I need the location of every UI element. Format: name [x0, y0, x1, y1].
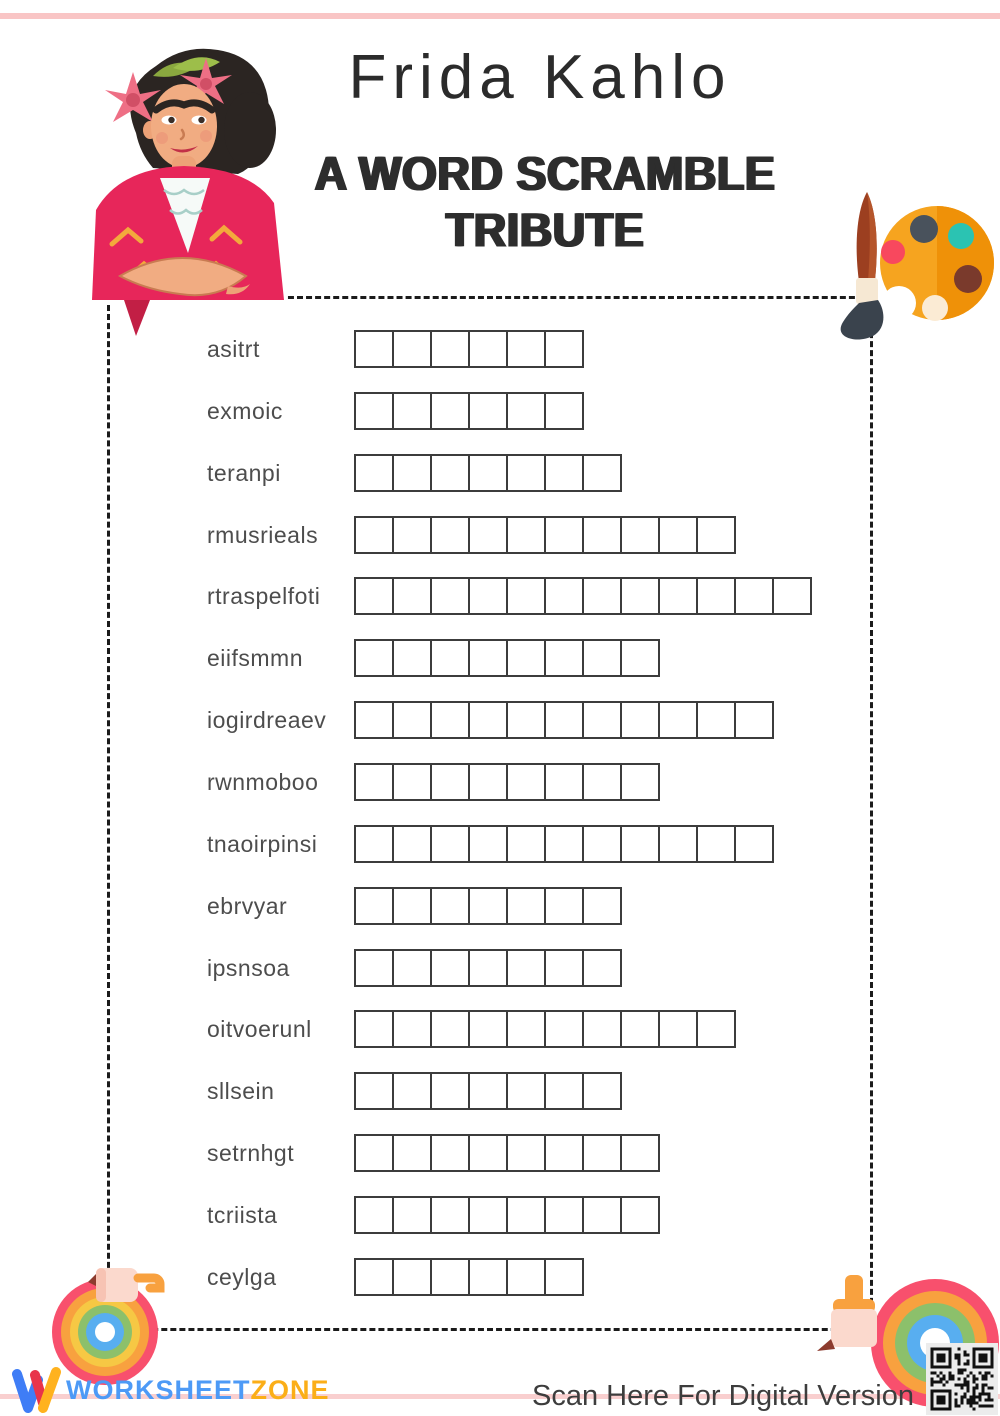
- letter-box[interactable]: [506, 516, 546, 554]
- scrambled-word-label: sllsein: [207, 1078, 275, 1105]
- word-row: [107, 1072, 873, 1110]
- letter-box[interactable]: [468, 577, 508, 615]
- letter-box[interactable]: [392, 454, 432, 492]
- letter-box[interactable]: [430, 454, 470, 492]
- letter-box[interactable]: [468, 1258, 508, 1296]
- letter-box[interactable]: [468, 1196, 508, 1234]
- letter-box[interactable]: [582, 763, 622, 801]
- letter-box[interactable]: [354, 1258, 394, 1296]
- letter-box[interactable]: [658, 516, 698, 554]
- scrambled-word-label: iogirdreaev: [207, 707, 327, 734]
- letter-box[interactable]: [468, 1134, 508, 1172]
- letter-box[interactable]: [430, 825, 470, 863]
- letter-box[interactable]: [620, 1196, 660, 1234]
- letter-box[interactable]: [582, 639, 622, 677]
- letter-box[interactable]: [468, 701, 508, 739]
- letter-box[interactable]: [430, 577, 470, 615]
- letter-box[interactable]: [430, 1196, 470, 1234]
- top-accent-bar: [0, 13, 1000, 19]
- letter-box[interactable]: [354, 887, 394, 925]
- letter-box[interactable]: [392, 1010, 432, 1048]
- letter-box[interactable]: [544, 392, 584, 430]
- letter-box[interactable]: [620, 1134, 660, 1172]
- word-row: [107, 825, 873, 863]
- letter-box[interactable]: [430, 1072, 470, 1110]
- letter-box[interactable]: [506, 763, 546, 801]
- letter-box[interactable]: [354, 330, 394, 368]
- letter-box[interactable]: [696, 701, 736, 739]
- letter-box[interactable]: [582, 1134, 622, 1172]
- letter-box[interactable]: [582, 577, 622, 615]
- letter-boxes: [354, 1072, 622, 1110]
- letter-boxes: [354, 516, 736, 554]
- letter-box[interactable]: [354, 577, 394, 615]
- letter-box[interactable]: [392, 1072, 432, 1110]
- letter-box[interactable]: [544, 1010, 584, 1048]
- letter-boxes: [354, 763, 660, 801]
- letter-box[interactable]: [544, 1072, 584, 1110]
- letter-box[interactable]: [354, 763, 394, 801]
- letter-box[interactable]: [734, 701, 774, 739]
- letter-box[interactable]: [506, 1258, 546, 1296]
- letter-box[interactable]: [620, 516, 660, 554]
- word-row: [107, 516, 873, 554]
- letter-box[interactable]: [620, 1010, 660, 1048]
- letter-box[interactable]: [620, 639, 660, 677]
- word-row: [107, 949, 873, 987]
- page-subtitle: A WORD SCRAMBLE TRIBUTE: [314, 145, 776, 258]
- letter-boxes: [354, 454, 622, 492]
- letter-box[interactable]: [506, 1134, 546, 1172]
- letter-box[interactable]: [392, 516, 432, 554]
- letter-box[interactable]: [354, 701, 394, 739]
- letter-boxes: [354, 1258, 584, 1296]
- letter-box[interactable]: [582, 516, 622, 554]
- letter-box[interactable]: [696, 516, 736, 554]
- scrambled-word-label: exmoic: [207, 397, 283, 424]
- letter-box[interactable]: [354, 1072, 394, 1110]
- letter-box[interactable]: [506, 701, 546, 739]
- word-row: [107, 887, 873, 925]
- word-row: [107, 1134, 873, 1172]
- letter-boxes: [354, 577, 812, 615]
- letter-box[interactable]: [544, 887, 584, 925]
- brand-name-secondary: ZONE: [250, 1374, 330, 1405]
- letter-box[interactable]: [506, 1196, 546, 1234]
- letter-box[interactable]: [430, 330, 470, 368]
- letter-box[interactable]: [354, 639, 394, 677]
- letter-box[interactable]: [544, 1258, 584, 1296]
- letter-box[interactable]: [506, 1010, 546, 1048]
- letter-box[interactable]: [506, 392, 546, 430]
- letter-box[interactable]: [582, 701, 622, 739]
- letter-boxes: [354, 392, 584, 430]
- letter-box[interactable]: [544, 825, 584, 863]
- letter-box[interactable]: [392, 825, 432, 863]
- letter-box[interactable]: [696, 825, 736, 863]
- letter-box[interactable]: [468, 639, 508, 677]
- letter-box[interactable]: [506, 887, 546, 925]
- letter-box[interactable]: [658, 825, 698, 863]
- scrambled-word-label: ebrvyar: [207, 892, 288, 919]
- letter-box[interactable]: [392, 949, 432, 987]
- letter-box[interactable]: [392, 577, 432, 615]
- letter-box[interactable]: [544, 516, 584, 554]
- letter-box[interactable]: [620, 701, 660, 739]
- letter-box[interactable]: [354, 1196, 394, 1234]
- letter-box[interactable]: [544, 639, 584, 677]
- letter-box[interactable]: [392, 392, 432, 430]
- letter-box[interactable]: [544, 454, 584, 492]
- letter-box[interactable]: [468, 763, 508, 801]
- letter-box[interactable]: [354, 825, 394, 863]
- letter-box[interactable]: [582, 1072, 622, 1110]
- scrambled-word-label: tcriista: [207, 1201, 278, 1228]
- letter-box[interactable]: [392, 701, 432, 739]
- letter-box[interactable]: [620, 577, 660, 615]
- letter-box[interactable]: [430, 701, 470, 739]
- letter-box[interactable]: [544, 577, 584, 615]
- letter-boxes: [354, 1010, 736, 1048]
- letter-box[interactable]: [468, 516, 508, 554]
- letter-box[interactable]: [354, 454, 394, 492]
- word-row: [107, 1258, 873, 1296]
- letter-boxes: [354, 949, 622, 987]
- letter-box[interactable]: [468, 454, 508, 492]
- letter-box[interactable]: [430, 1134, 470, 1172]
- scrambled-word-label: setrnhgt: [207, 1140, 295, 1167]
- letter-box[interactable]: [582, 1010, 622, 1048]
- letter-box[interactable]: [354, 392, 394, 430]
- letter-box[interactable]: [468, 949, 508, 987]
- word-rows: [107, 296, 873, 1331]
- word-row: [107, 454, 873, 492]
- letter-box[interactable]: [544, 701, 584, 739]
- letter-box[interactable]: [582, 1196, 622, 1234]
- letter-box[interactable]: [658, 577, 698, 615]
- letter-boxes: [354, 701, 774, 739]
- letter-box[interactable]: [392, 763, 432, 801]
- letter-box[interactable]: [544, 1134, 584, 1172]
- letter-box[interactable]: [506, 825, 546, 863]
- letter-box[interactable]: [582, 825, 622, 863]
- word-row: [107, 763, 873, 801]
- letter-box[interactable]: [354, 1134, 394, 1172]
- letter-boxes: [354, 330, 584, 368]
- letter-boxes: [354, 1196, 660, 1234]
- letter-box[interactable]: [544, 949, 584, 987]
- worksheetzone-logo: [12, 1364, 330, 1416]
- letter-boxes: [354, 887, 622, 925]
- letter-box[interactable]: [506, 639, 546, 677]
- letter-box[interactable]: [430, 949, 470, 987]
- word-row: [107, 639, 873, 677]
- letter-box[interactable]: [354, 516, 394, 554]
- worksheetzone-w-logo: [12, 1365, 62, 1415]
- letter-box[interactable]: [392, 1258, 432, 1296]
- letter-box[interactable]: [658, 1010, 698, 1048]
- letter-box[interactable]: [506, 330, 546, 368]
- letter-box[interactable]: [544, 763, 584, 801]
- letter-box[interactable]: [354, 1010, 394, 1048]
- paint-palette-icon: [833, 190, 995, 340]
- letter-box[interactable]: [430, 639, 470, 677]
- scan-instruction: Scan Here For Digital Version: [532, 1380, 914, 1412]
- word-row: [107, 701, 873, 739]
- scrambled-word-label: rtraspelfoti: [207, 583, 321, 610]
- scrambled-word-label: ipsnsoa: [207, 954, 290, 981]
- letter-box[interactable]: [582, 949, 622, 987]
- word-row: [107, 392, 873, 430]
- scrambled-word-label: tnaoirpinsi: [207, 830, 318, 857]
- scrambled-word-label: rmusrieals: [207, 521, 319, 548]
- word-row: [107, 577, 873, 615]
- word-row: [107, 1196, 873, 1234]
- letter-box[interactable]: [468, 392, 508, 430]
- letter-box[interactable]: [430, 1010, 470, 1048]
- letter-box[interactable]: [582, 454, 622, 492]
- page-title: Frida Kahlo: [348, 43, 732, 112]
- letter-box[interactable]: [772, 577, 812, 615]
- letter-box[interactable]: [392, 330, 432, 368]
- letter-box[interactable]: [696, 577, 736, 615]
- scrambled-word-label: ceylga: [207, 1263, 277, 1290]
- scrambled-word-label: oitvoerunl: [207, 1016, 312, 1043]
- letter-box[interactable]: [392, 887, 432, 925]
- letter-box[interactable]: [430, 887, 470, 925]
- letter-boxes: [354, 639, 660, 677]
- letter-box[interactable]: [392, 1134, 432, 1172]
- letter-box[interactable]: [430, 1258, 470, 1296]
- letter-box[interactable]: [506, 577, 546, 615]
- brand-name-primary: WORKSHEET: [66, 1374, 251, 1405]
- letter-box[interactable]: [468, 1072, 508, 1110]
- letter-box[interactable]: [430, 516, 470, 554]
- letter-box[interactable]: [468, 825, 508, 863]
- scrambled-word-label: eiifsmmn: [207, 645, 304, 672]
- scrambled-word-label: rwnmoboo: [207, 768, 319, 795]
- letter-box[interactable]: [468, 330, 508, 368]
- letter-box[interactable]: [430, 763, 470, 801]
- letter-box[interactable]: [544, 1196, 584, 1234]
- letter-box[interactable]: [506, 1072, 546, 1110]
- letter-box[interactable]: [392, 639, 432, 677]
- brand-name: [66, 1375, 330, 1406]
- letter-box[interactable]: [468, 1010, 508, 1048]
- letter-boxes: [354, 1134, 660, 1172]
- letter-boxes: [354, 825, 774, 863]
- letter-box[interactable]: [506, 454, 546, 492]
- letter-box[interactable]: [696, 1010, 736, 1048]
- letter-box[interactable]: [620, 763, 660, 801]
- scrambled-word-label: teranpi: [207, 459, 281, 486]
- letter-box[interactable]: [468, 887, 508, 925]
- letter-box[interactable]: [734, 577, 774, 615]
- letter-box[interactable]: [430, 392, 470, 430]
- letter-box[interactable]: [734, 825, 774, 863]
- letter-box[interactable]: [582, 887, 622, 925]
- letter-box[interactable]: [354, 949, 394, 987]
- letter-box[interactable]: [620, 825, 660, 863]
- letter-box[interactable]: [658, 701, 698, 739]
- scrambled-word-label: asitrt: [207, 336, 260, 362]
- letter-box[interactable]: [506, 949, 546, 987]
- qr-code: [926, 1343, 998, 1415]
- letter-box[interactable]: [544, 330, 584, 368]
- letter-box[interactable]: [392, 1196, 432, 1234]
- word-row: [107, 1010, 873, 1048]
